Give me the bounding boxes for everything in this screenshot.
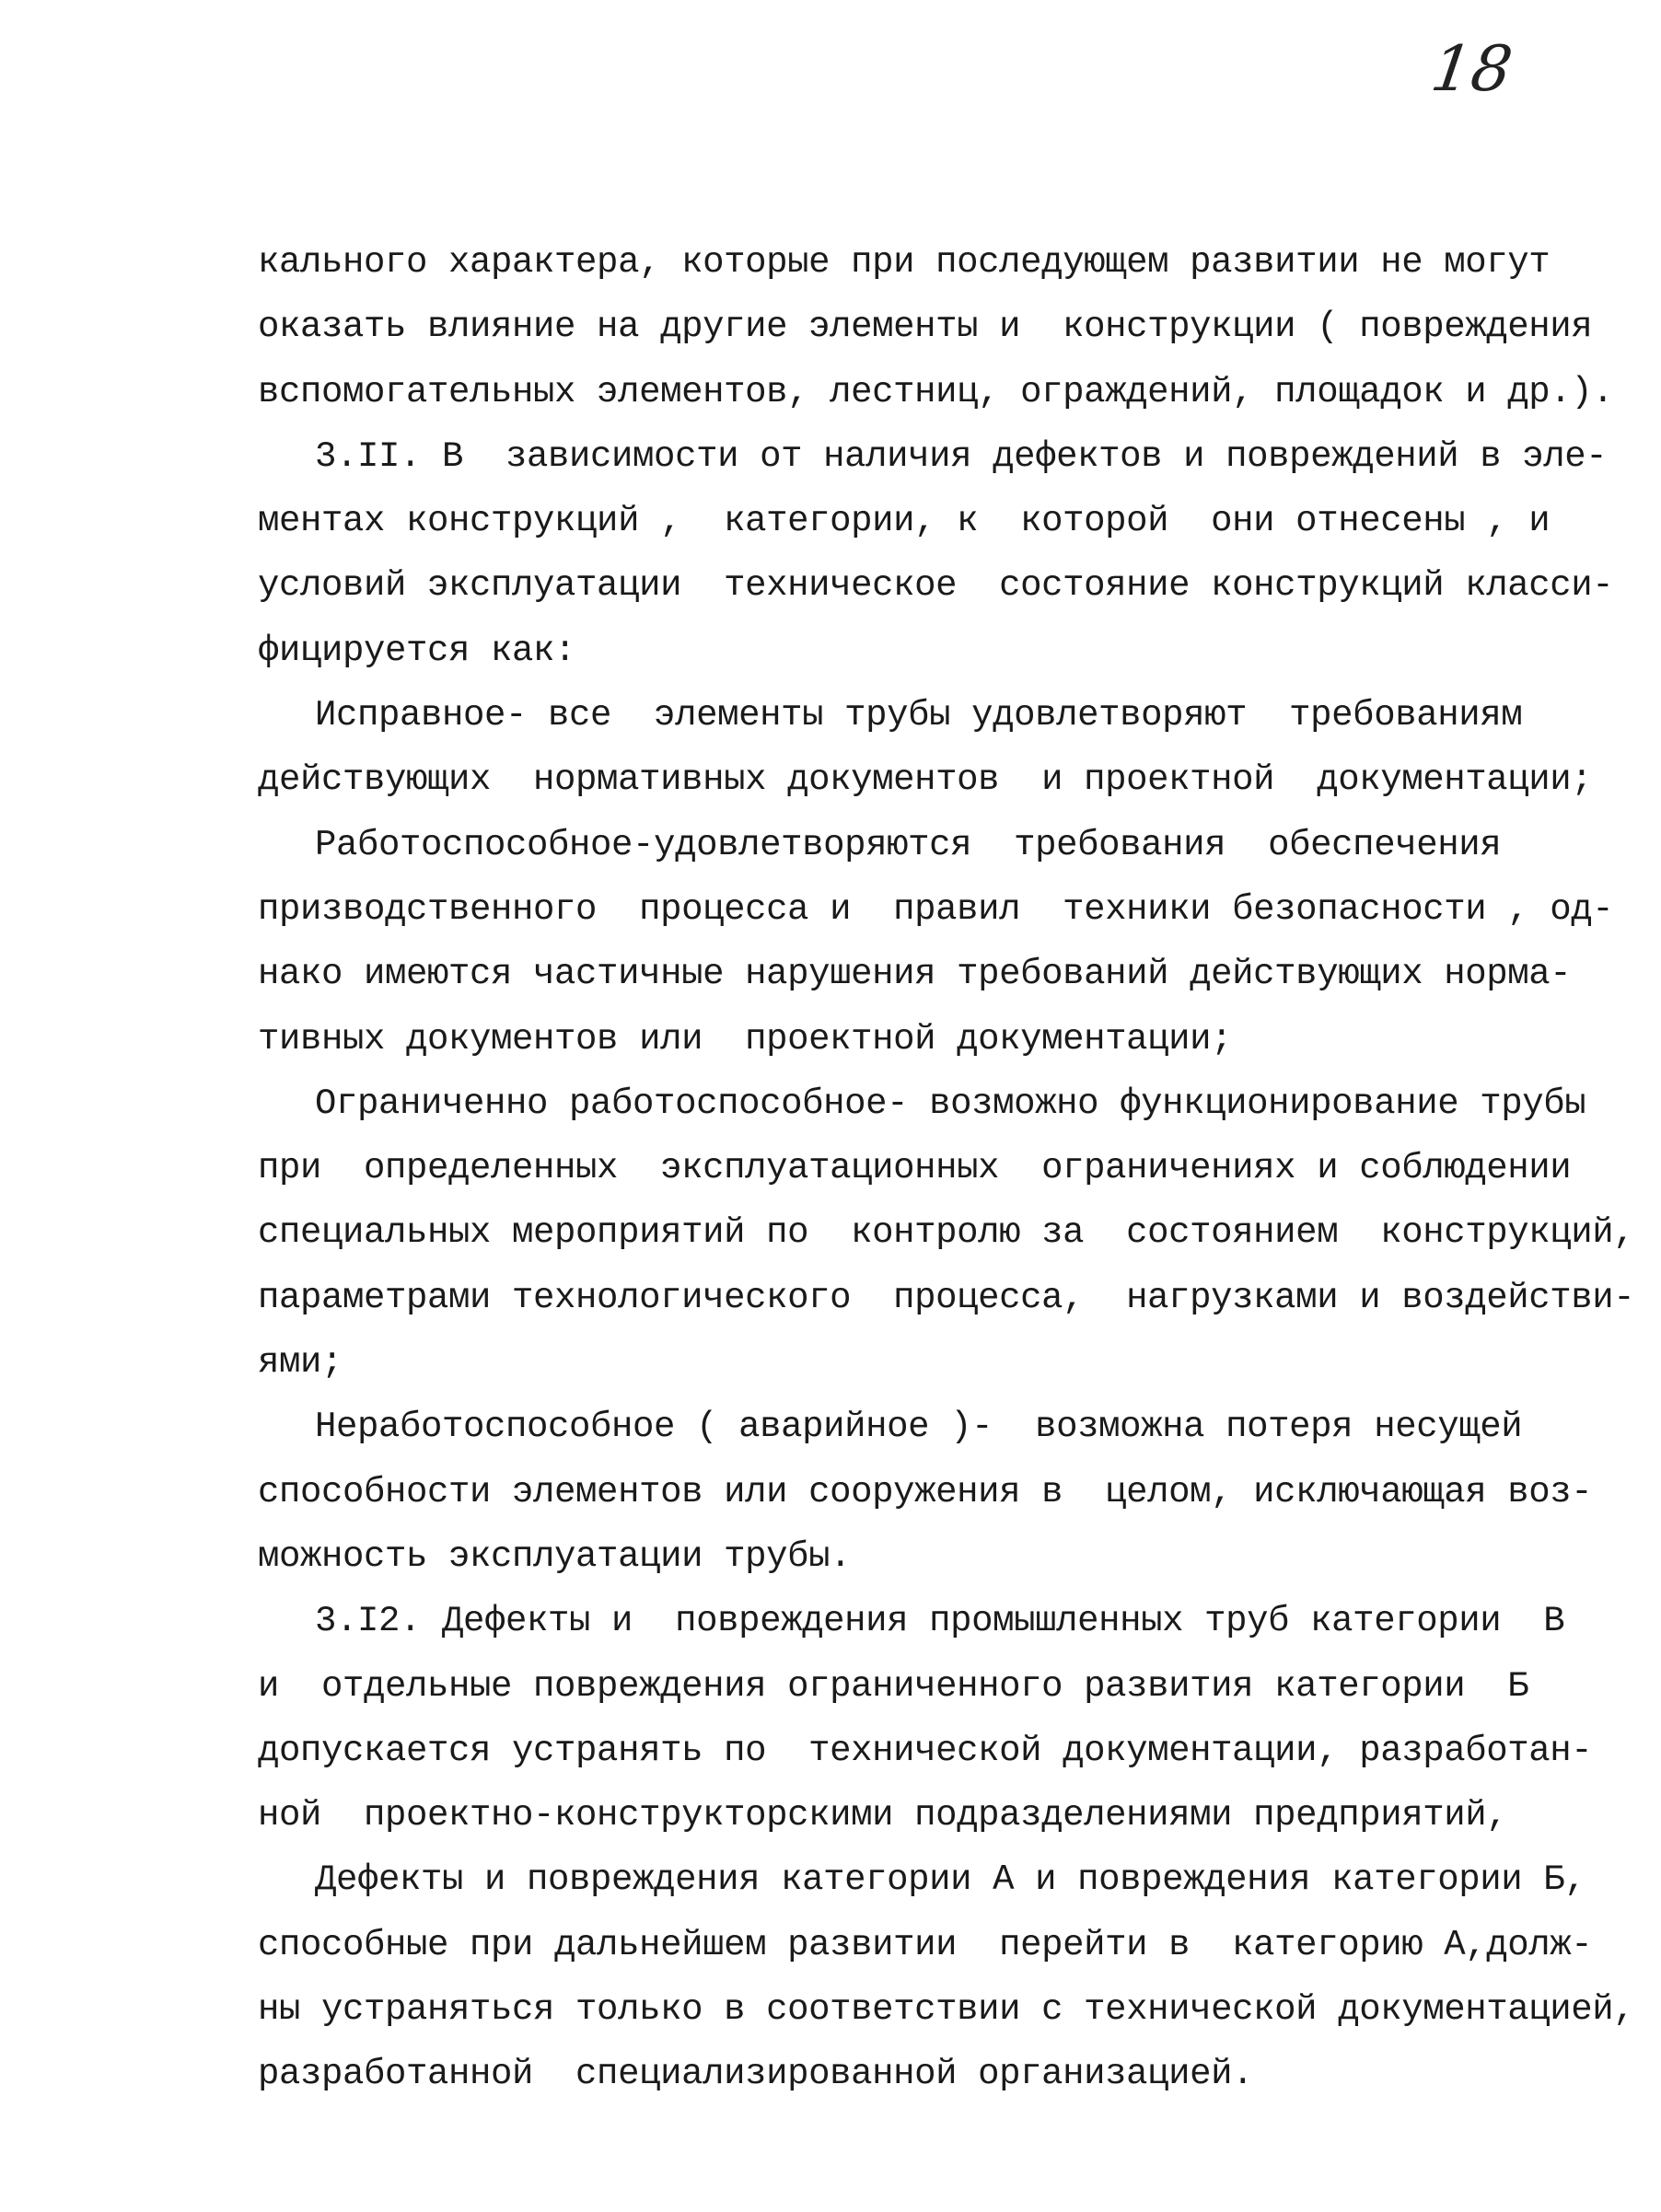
text-line: параметрами технологического процесса, нагрузками и воздействи- [258,1277,1635,1318]
text-line: оказать влияние на другие элементы и конструкции ( повреждения [258,307,1593,348]
text-line: специальных мероприятий по контролю за состоянием конструкций, [258,1212,1635,1254]
text-line: ментах конструкций , категории, к которой они отнесены , и [258,501,1551,542]
text-line: ями; [258,1342,343,1384]
text-line: фицируется как: [258,630,576,671]
text-line: можность эксплуатации трубы. [258,1535,852,1577]
text-line: 3.II. В зависимости от наличия дефектов и повреждений в эле- [315,435,1608,477]
text-line: нако имеются частичные нарушения требований действующих норма- [258,954,1572,995]
text-line: условий эксплуатации техническое состояние конструкций класси- [258,565,1614,607]
text-line: 3.I2. Дефекты и повреждения промышленных труб категории В [315,1601,1565,1642]
text-line: Дефекты и повреждения категории А и повреждения категории Б, [315,1859,1586,1901]
text-line: способные при дальнейшем развитии перейти в категорию А,долж- [258,1924,1593,1965]
text-line: действующих нормативных документов и проектной документации; [258,759,1593,801]
page-number: 18 [1426,33,1517,106]
text-line: допускается устранять по технической документации, разработан- [258,1730,1593,1771]
text-line: кального характера, которые при последующем развитии не могут [258,242,1551,283]
text-line: ны устраняться только в соответствии с технической документацией, [258,1989,1635,2031]
text-line: Неработоспособное ( аварийное )- возможна потеря несущей [315,1407,1523,1448]
text-line: способности элементов или сооружения в целом, исключающая воз- [258,1471,1593,1512]
text-line: Исправное- все элементы трубы удовлетворяют требованиям [315,695,1523,736]
text-line: призводственного процесса и правил техники безопасности , од- [258,888,1614,930]
text-line: Работоспособное-удовлетворяются требования обеспечения [315,824,1502,865]
text-line: вспомогательных элементов, лестниц, ограждений, площадок и др.). [258,371,1614,412]
text-line: ной проектно-конструкторскими подразделениями предприятий, [258,1795,1508,1836]
text-line: разработанной специализированной организацией. [258,2054,1254,2095]
body-text [258,230,1635,2107]
text-line: и отдельные повреждения ограниченного развития категории Б [258,1665,1529,1707]
text-line: тивных документов или проектной документации; [258,1018,1233,1060]
text-line: при определенных эксплуатационных ограничениях и соблюдении [258,1148,1572,1189]
text-line: Ограниченно работоспособное- возможно функционирование трубы [315,1083,1586,1124]
